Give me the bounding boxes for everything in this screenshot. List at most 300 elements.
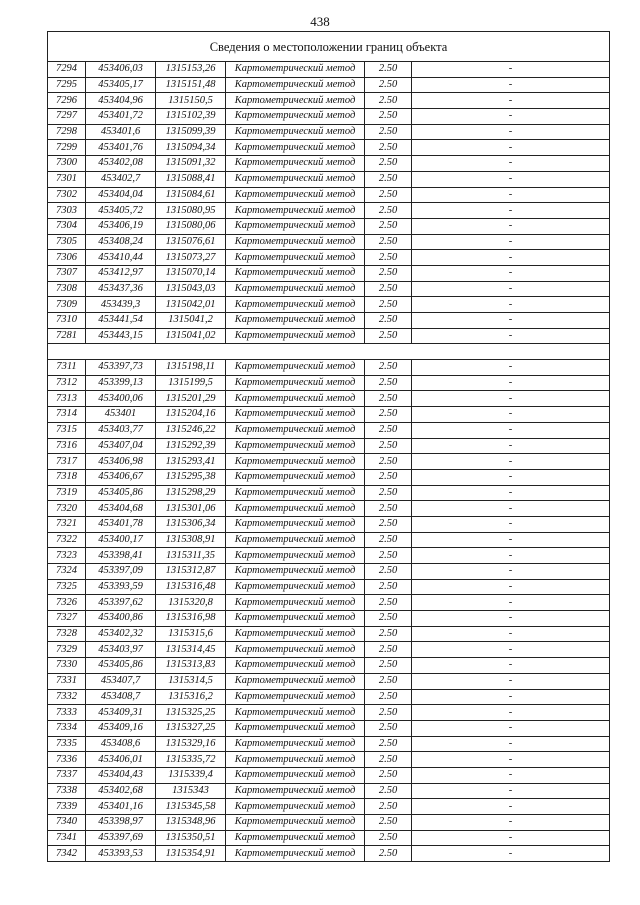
page-number: 438 xyxy=(310,14,330,29)
accuracy-cell: 2.50 xyxy=(365,532,412,548)
point-id-cell: 7308 xyxy=(48,281,86,297)
point-id-cell: 7299 xyxy=(48,140,86,156)
table-row xyxy=(48,579,610,595)
x-coordinate-cell: 453406,01 xyxy=(86,752,156,768)
accuracy-cell: 2.50 xyxy=(365,846,412,862)
accuracy-cell: 2.50 xyxy=(365,689,412,705)
table-row xyxy=(48,218,610,234)
method-cell: Картометрический метод xyxy=(226,438,365,454)
note-cell: - xyxy=(412,250,610,266)
table-row xyxy=(48,595,610,611)
point-id-cell: 7327 xyxy=(48,611,86,627)
method-cell: Картометрический метод xyxy=(226,203,365,219)
accuracy-cell: 2.50 xyxy=(365,218,412,234)
accuracy-cell: 2.50 xyxy=(365,642,412,658)
note-cell: - xyxy=(412,579,610,595)
method-cell: Картометрический метод xyxy=(226,658,365,674)
table-row xyxy=(48,77,610,93)
accuracy-cell: 2.50 xyxy=(365,77,412,93)
method-cell: Картометрический метод xyxy=(226,516,365,532)
point-id-cell: 7298 xyxy=(48,124,86,140)
point-id-cell: 7301 xyxy=(48,171,86,187)
method-cell: Картометрический метод xyxy=(226,767,365,783)
x-coordinate-cell: 453397,09 xyxy=(86,564,156,580)
y-coordinate-cell: 1315073,27 xyxy=(156,250,226,266)
x-coordinate-cell: 453401,72 xyxy=(86,109,156,125)
table-row xyxy=(48,469,610,485)
method-cell: Картометрический метод xyxy=(226,77,365,93)
accuracy-cell: 2.50 xyxy=(365,234,412,250)
accuracy-cell: 2.50 xyxy=(365,673,412,689)
accuracy-cell: 2.50 xyxy=(365,611,412,627)
method-cell: Картометрический метод xyxy=(226,375,365,391)
table-row xyxy=(48,532,610,548)
x-coordinate-cell: 453404,96 xyxy=(86,93,156,109)
x-coordinate-cell: 453403,77 xyxy=(86,422,156,438)
y-coordinate-cell: 1315043,03 xyxy=(156,281,226,297)
x-coordinate-cell: 453407,7 xyxy=(86,673,156,689)
point-id-cell: 7318 xyxy=(48,469,86,485)
y-coordinate-cell: 1315292,39 xyxy=(156,438,226,454)
method-cell: Картометрический метод xyxy=(226,611,365,627)
note-cell: - xyxy=(412,673,610,689)
x-coordinate-cell: 453399,13 xyxy=(86,375,156,391)
method-cell: Картометрический метод xyxy=(226,93,365,109)
method-cell: Картометрический метод xyxy=(226,328,365,344)
note-cell: - xyxy=(412,328,610,344)
x-coordinate-cell: 453397,73 xyxy=(86,360,156,376)
x-coordinate-cell: 453404,68 xyxy=(86,501,156,517)
table-row xyxy=(48,360,610,376)
y-coordinate-cell: 1315201,29 xyxy=(156,391,226,407)
table-row xyxy=(48,171,610,187)
table-row xyxy=(48,156,610,172)
point-id-cell: 7339 xyxy=(48,799,86,815)
method-cell: Картометрический метод xyxy=(226,187,365,203)
note-cell: - xyxy=(412,234,610,250)
point-id-cell: 7319 xyxy=(48,485,86,501)
accuracy-cell: 2.50 xyxy=(365,62,412,78)
table-row xyxy=(48,93,610,109)
y-coordinate-cell: 1315091,32 xyxy=(156,156,226,172)
point-id-cell: 7337 xyxy=(48,767,86,783)
note-cell: - xyxy=(412,783,610,799)
note-cell: - xyxy=(412,767,610,783)
method-cell: Картометрический метод xyxy=(226,360,365,376)
accuracy-cell: 2.50 xyxy=(365,501,412,517)
note-cell: - xyxy=(412,265,610,281)
x-coordinate-cell: 453406,67 xyxy=(86,469,156,485)
method-cell: Картометрический метод xyxy=(226,736,365,752)
method-cell: Картометрический метод xyxy=(226,830,365,846)
method-cell: Картометрический метод xyxy=(226,469,365,485)
note-cell: - xyxy=(412,391,610,407)
y-coordinate-cell: 1315325,25 xyxy=(156,705,226,721)
y-coordinate-cell: 1315153,26 xyxy=(156,62,226,78)
method-cell: Картометрический метод xyxy=(226,626,365,642)
y-coordinate-cell: 1315316,48 xyxy=(156,579,226,595)
method-cell: Картометрический метод xyxy=(226,752,365,768)
table-row xyxy=(48,140,610,156)
table-row xyxy=(48,203,610,219)
accuracy-cell: 2.50 xyxy=(365,140,412,156)
note-cell: - xyxy=(412,720,610,736)
x-coordinate-cell: 453439,3 xyxy=(86,297,156,313)
accuracy-cell: 2.50 xyxy=(365,156,412,172)
point-id-cell: 7306 xyxy=(48,250,86,266)
note-cell: - xyxy=(412,830,610,846)
point-id-cell: 7303 xyxy=(48,203,86,219)
y-coordinate-cell: 1315354,91 xyxy=(156,846,226,862)
x-coordinate-cell: 453402,68 xyxy=(86,783,156,799)
note-cell: - xyxy=(412,658,610,674)
point-id-cell: 7313 xyxy=(48,391,86,407)
table-row xyxy=(48,767,610,783)
table-row xyxy=(48,720,610,736)
table-row xyxy=(48,501,610,517)
note-cell: - xyxy=(412,736,610,752)
accuracy-cell: 2.50 xyxy=(365,93,412,109)
method-cell: Картометрический метод xyxy=(226,485,365,501)
point-id-cell: 7342 xyxy=(48,846,86,862)
point-id-cell: 7338 xyxy=(48,783,86,799)
table-row xyxy=(48,846,610,862)
table-row xyxy=(48,564,610,580)
note-cell: - xyxy=(412,564,610,580)
point-id-cell: 7334 xyxy=(48,720,86,736)
note-cell: - xyxy=(412,77,610,93)
accuracy-cell: 2.50 xyxy=(365,548,412,564)
y-coordinate-cell: 1315080,06 xyxy=(156,218,226,234)
point-id-cell: 7316 xyxy=(48,438,86,454)
table-row xyxy=(48,752,610,768)
note-cell: - xyxy=(412,626,610,642)
x-coordinate-cell: 453401,6 xyxy=(86,124,156,140)
note-cell: - xyxy=(412,815,610,831)
accuracy-cell: 2.50 xyxy=(365,783,412,799)
accuracy-cell: 2.50 xyxy=(365,109,412,125)
x-coordinate-cell: 453409,16 xyxy=(86,720,156,736)
x-coordinate-cell: 453405,86 xyxy=(86,658,156,674)
point-id-cell: 7328 xyxy=(48,626,86,642)
accuracy-cell: 2.50 xyxy=(365,187,412,203)
table-row xyxy=(48,62,610,78)
table-row xyxy=(48,454,610,470)
method-cell: Картометрический метод xyxy=(226,579,365,595)
table-row xyxy=(48,548,610,564)
method-cell: Картометрический метод xyxy=(226,140,365,156)
x-coordinate-cell: 453401,76 xyxy=(86,140,156,156)
note-cell: - xyxy=(412,297,610,313)
table-row xyxy=(48,626,610,642)
accuracy-cell: 2.50 xyxy=(365,830,412,846)
accuracy-cell: 2.50 xyxy=(365,391,412,407)
accuracy-cell: 2.50 xyxy=(365,422,412,438)
table-row xyxy=(48,328,610,344)
y-coordinate-cell: 1315041,02 xyxy=(156,328,226,344)
accuracy-cell: 2.50 xyxy=(365,485,412,501)
note-cell: - xyxy=(412,642,610,658)
note-cell: - xyxy=(412,438,610,454)
x-coordinate-cell: 453405,86 xyxy=(86,485,156,501)
table-row xyxy=(48,673,610,689)
point-id-cell: 7332 xyxy=(48,689,86,705)
note-cell: - xyxy=(412,203,610,219)
method-cell: Картометрический метод xyxy=(226,846,365,862)
note-cell: - xyxy=(412,156,610,172)
accuracy-cell: 2.50 xyxy=(365,799,412,815)
point-id-cell: 7310 xyxy=(48,313,86,329)
y-coordinate-cell: 1315306,34 xyxy=(156,516,226,532)
method-cell: Картометрический метод xyxy=(226,234,365,250)
point-id-cell: 7281 xyxy=(48,328,86,344)
y-coordinate-cell: 1315335,72 xyxy=(156,752,226,768)
y-coordinate-cell: 1315088,41 xyxy=(156,171,226,187)
note-cell: - xyxy=(412,171,610,187)
method-cell: Картометрический метод xyxy=(226,297,365,313)
point-id-cell: 7323 xyxy=(48,548,86,564)
method-cell: Картометрический метод xyxy=(226,124,365,140)
accuracy-cell: 2.50 xyxy=(365,281,412,297)
y-coordinate-cell: 1315246,22 xyxy=(156,422,226,438)
accuracy-cell: 2.50 xyxy=(365,124,412,140)
x-coordinate-cell: 453393,53 xyxy=(86,846,156,862)
x-coordinate-cell: 453401 xyxy=(86,407,156,423)
method-cell: Картометрический метод xyxy=(226,783,365,799)
accuracy-cell: 2.50 xyxy=(365,265,412,281)
point-id-cell: 7304 xyxy=(48,218,86,234)
point-id-cell: 7320 xyxy=(48,501,86,517)
y-coordinate-cell: 1315348,96 xyxy=(156,815,226,831)
table-row xyxy=(48,516,610,532)
note-cell: - xyxy=(412,799,610,815)
point-id-cell: 7317 xyxy=(48,454,86,470)
method-cell: Картометрический метод xyxy=(226,62,365,78)
accuracy-cell: 2.50 xyxy=(365,815,412,831)
x-coordinate-cell: 453412,97 xyxy=(86,265,156,281)
x-coordinate-cell: 453397,62 xyxy=(86,595,156,611)
method-cell: Картометрический метод xyxy=(226,548,365,564)
table-row xyxy=(48,830,610,846)
x-coordinate-cell: 453408,24 xyxy=(86,234,156,250)
table-row xyxy=(48,658,610,674)
x-coordinate-cell: 453401,16 xyxy=(86,799,156,815)
x-coordinate-cell: 453404,04 xyxy=(86,187,156,203)
y-coordinate-cell: 1315339,4 xyxy=(156,767,226,783)
table-row xyxy=(48,642,610,658)
method-cell: Картометрический метод xyxy=(226,265,365,281)
accuracy-cell: 2.50 xyxy=(365,705,412,721)
y-coordinate-cell: 1315314,5 xyxy=(156,673,226,689)
table-row xyxy=(48,422,610,438)
accuracy-cell: 2.50 xyxy=(365,564,412,580)
point-id-cell: 7297 xyxy=(48,109,86,125)
method-cell: Картометрический метод xyxy=(226,281,365,297)
method-cell: Картометрический метод xyxy=(226,705,365,721)
y-coordinate-cell: 1315198,11 xyxy=(156,360,226,376)
method-cell: Картометрический метод xyxy=(226,313,365,329)
point-id-cell: 7307 xyxy=(48,265,86,281)
accuracy-cell: 2.50 xyxy=(365,579,412,595)
table-row xyxy=(48,391,610,407)
table-row xyxy=(48,783,610,799)
accuracy-cell: 2.50 xyxy=(365,767,412,783)
x-coordinate-cell: 453404,43 xyxy=(86,767,156,783)
table-row xyxy=(48,234,610,250)
note-cell: - xyxy=(412,93,610,109)
table-title-row xyxy=(48,32,610,62)
note-cell: - xyxy=(412,422,610,438)
note-cell: - xyxy=(412,595,610,611)
method-cell: Картометрический метод xyxy=(226,564,365,580)
method-cell: Картометрический метод xyxy=(226,250,365,266)
table-row xyxy=(48,705,610,721)
x-coordinate-cell: 453397,69 xyxy=(86,830,156,846)
y-coordinate-cell: 1315070,14 xyxy=(156,265,226,281)
table-row xyxy=(48,313,610,329)
accuracy-cell: 2.50 xyxy=(365,626,412,642)
x-coordinate-cell: 453401,78 xyxy=(86,516,156,532)
boundary-points-table xyxy=(47,31,610,862)
accuracy-cell: 2.50 xyxy=(365,438,412,454)
method-cell: Картометрический метод xyxy=(226,595,365,611)
point-id-cell: 7335 xyxy=(48,736,86,752)
x-coordinate-cell: 453400,17 xyxy=(86,532,156,548)
method-cell: Картометрический метод xyxy=(226,799,365,815)
x-coordinate-cell: 453410,44 xyxy=(86,250,156,266)
note-cell: - xyxy=(412,375,610,391)
point-id-cell: 7295 xyxy=(48,77,86,93)
point-id-cell: 7314 xyxy=(48,407,86,423)
note-cell: - xyxy=(412,469,610,485)
accuracy-cell: 2.50 xyxy=(365,360,412,376)
note-cell: - xyxy=(412,124,610,140)
point-id-cell: 7302 xyxy=(48,187,86,203)
method-cell: Картометрический метод xyxy=(226,501,365,517)
point-id-cell: 7329 xyxy=(48,642,86,658)
y-coordinate-cell: 1315311,35 xyxy=(156,548,226,564)
x-coordinate-cell: 453398,41 xyxy=(86,548,156,564)
table-row xyxy=(48,611,610,627)
accuracy-cell: 2.50 xyxy=(365,328,412,344)
x-coordinate-cell: 453406,03 xyxy=(86,62,156,78)
table-row xyxy=(48,187,610,203)
y-coordinate-cell: 1315350,51 xyxy=(156,830,226,846)
x-coordinate-cell: 453393,59 xyxy=(86,579,156,595)
y-coordinate-cell: 1315345,58 xyxy=(156,799,226,815)
method-cell: Картометрический метод xyxy=(226,720,365,736)
note-cell: - xyxy=(412,360,610,376)
method-cell: Картометрический метод xyxy=(226,642,365,658)
x-coordinate-cell: 453406,98 xyxy=(86,454,156,470)
y-coordinate-cell: 1315301,06 xyxy=(156,501,226,517)
table-row xyxy=(48,689,610,705)
note-cell: - xyxy=(412,187,610,203)
note-cell: - xyxy=(412,313,610,329)
point-id-cell: 7294 xyxy=(48,62,86,78)
boundary-table-sheet xyxy=(47,31,610,862)
y-coordinate-cell: 1315080,95 xyxy=(156,203,226,219)
method-cell: Картометрический метод xyxy=(226,391,365,407)
x-coordinate-cell: 453405,17 xyxy=(86,77,156,93)
point-id-cell: 7312 xyxy=(48,375,86,391)
point-id-cell: 7322 xyxy=(48,532,86,548)
y-coordinate-cell: 1315320,8 xyxy=(156,595,226,611)
table-row xyxy=(48,250,610,266)
point-id-cell: 7324 xyxy=(48,564,86,580)
accuracy-cell: 2.50 xyxy=(365,454,412,470)
x-coordinate-cell: 453437,36 xyxy=(86,281,156,297)
method-cell: Картометрический метод xyxy=(226,218,365,234)
point-id-cell: 7321 xyxy=(48,516,86,532)
y-coordinate-cell: 1315329,16 xyxy=(156,736,226,752)
note-cell: - xyxy=(412,407,610,423)
point-id-cell: 7309 xyxy=(48,297,86,313)
note-cell: - xyxy=(412,281,610,297)
point-id-cell: 7336 xyxy=(48,752,86,768)
point-id-cell: 7326 xyxy=(48,595,86,611)
note-cell: - xyxy=(412,485,610,501)
y-coordinate-cell: 1315151,48 xyxy=(156,77,226,93)
accuracy-cell: 2.50 xyxy=(365,736,412,752)
note-cell: - xyxy=(412,548,610,564)
note-cell: - xyxy=(412,62,610,78)
point-id-cell: 7315 xyxy=(48,422,86,438)
y-coordinate-cell: 1315204,16 xyxy=(156,407,226,423)
method-cell: Картометрический метод xyxy=(226,532,365,548)
point-id-cell: 7300 xyxy=(48,156,86,172)
method-cell: Картометрический метод xyxy=(226,156,365,172)
table-row xyxy=(48,281,610,297)
accuracy-cell: 2.50 xyxy=(365,595,412,611)
method-cell: Картометрический метод xyxy=(226,407,365,423)
accuracy-cell: 2.50 xyxy=(365,375,412,391)
point-id-cell: 7325 xyxy=(48,579,86,595)
note-cell: - xyxy=(412,454,610,470)
point-id-cell: 7341 xyxy=(48,830,86,846)
accuracy-cell: 2.50 xyxy=(365,752,412,768)
x-coordinate-cell: 453406,19 xyxy=(86,218,156,234)
y-coordinate-cell: 1315293,41 xyxy=(156,454,226,470)
y-coordinate-cell: 1315099,39 xyxy=(156,124,226,140)
table-row xyxy=(48,799,610,815)
table-row xyxy=(48,736,610,752)
point-id-cell: 7331 xyxy=(48,673,86,689)
y-coordinate-cell: 1315316,2 xyxy=(156,689,226,705)
y-coordinate-cell: 1315327,25 xyxy=(156,720,226,736)
x-coordinate-cell: 453441,54 xyxy=(86,313,156,329)
point-id-cell: 7333 xyxy=(48,705,86,721)
accuracy-cell: 2.50 xyxy=(365,516,412,532)
y-coordinate-cell: 1315313,83 xyxy=(156,658,226,674)
table-title: Сведения о местоположении границ объекта xyxy=(48,32,610,62)
point-id-cell: 7305 xyxy=(48,234,86,250)
y-coordinate-cell: 1315343 xyxy=(156,783,226,799)
y-coordinate-cell: 1315042,01 xyxy=(156,297,226,313)
accuracy-cell: 2.50 xyxy=(365,469,412,485)
method-cell: Картометрический метод xyxy=(226,171,365,187)
method-cell: Картометрический метод xyxy=(226,422,365,438)
y-coordinate-cell: 1315094,34 xyxy=(156,140,226,156)
x-coordinate-cell: 453405,72 xyxy=(86,203,156,219)
method-cell: Картометрический метод xyxy=(226,109,365,125)
table-row xyxy=(48,265,610,281)
y-coordinate-cell: 1315315,6 xyxy=(156,626,226,642)
point-id-cell: 7340 xyxy=(48,815,86,831)
x-coordinate-cell: 453409,31 xyxy=(86,705,156,721)
method-cell: Картометрический метод xyxy=(226,689,365,705)
method-cell: Картометрический метод xyxy=(226,673,365,689)
